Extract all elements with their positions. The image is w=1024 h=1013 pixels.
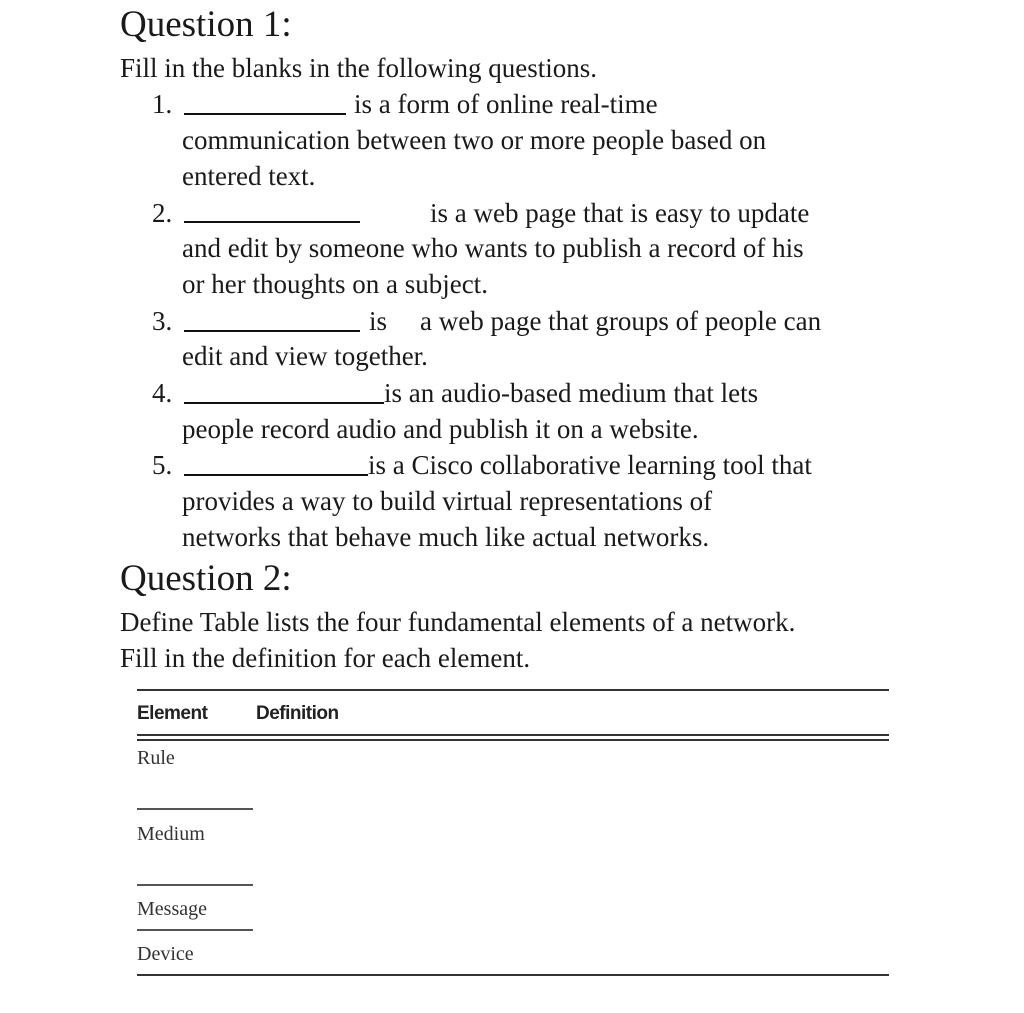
item-text-line: or her thoughts on a subject. xyxy=(182,269,488,299)
column-header-definition: Definition xyxy=(256,703,339,724)
item-text-line: provides a way to build virtual representations of xyxy=(182,486,713,516)
item-text-line: is a web page that is easy to update xyxy=(430,198,810,228)
item-text-line: a web page that groups of people can xyxy=(420,306,822,336)
header-rule-upper xyxy=(137,734,889,736)
item-text-line: communication between two or more people based on xyxy=(182,125,767,155)
question-2-title: Question 2: xyxy=(120,558,292,599)
column-header-element: Element xyxy=(137,703,208,724)
item-text-line: and edit by someone who wants to publish a record of his xyxy=(182,233,804,263)
item-text-line: is xyxy=(369,306,388,336)
item-number: 4. xyxy=(152,378,173,408)
row-separator xyxy=(137,808,253,810)
table-row-medium: Medium xyxy=(137,823,205,845)
header-rule-lower xyxy=(137,739,889,741)
answer-blank-2[interactable] xyxy=(184,221,360,223)
item-number: 5. xyxy=(152,450,173,480)
item-text-line: entered text. xyxy=(182,161,316,191)
row-separator xyxy=(137,884,253,886)
table-row-device: Device xyxy=(137,943,194,965)
item-text-line: is a Cisco collaborative learning tool that xyxy=(368,450,812,480)
answer-blank-5[interactable] xyxy=(184,474,368,476)
table-row-message: Message xyxy=(137,898,207,920)
item-text-line: is an audio-based medium that lets xyxy=(384,378,759,408)
row-separator xyxy=(137,929,253,931)
answer-blank-1[interactable] xyxy=(184,113,346,115)
item-text-line: is a form of online real-time xyxy=(354,89,658,119)
table-row-rule: Rule xyxy=(137,747,175,769)
item-number: 1. xyxy=(152,89,173,119)
item-number: 3. xyxy=(152,306,173,336)
question-1-title: Question 1: xyxy=(120,4,292,45)
answer-blank-4[interactable] xyxy=(184,402,384,404)
item-text-line: networks that behave much like actual networks. xyxy=(182,522,710,552)
question-2-instruction-line-2: Fill in the definition for each element. xyxy=(120,643,531,673)
question-2-instruction-line-1: Define Table lists the four fundamental elements of a network. xyxy=(120,607,796,637)
table-top-rule xyxy=(137,689,889,691)
question-1-instruction: Fill in the blanks in the following questions. xyxy=(120,53,597,83)
item-text-line: people record audio and publish it on a website. xyxy=(182,414,699,444)
item-text-line: edit and view together. xyxy=(182,341,428,371)
table-bottom-rule xyxy=(137,974,889,976)
item-number: 2. xyxy=(152,198,173,228)
answer-blank-3[interactable] xyxy=(184,330,360,332)
